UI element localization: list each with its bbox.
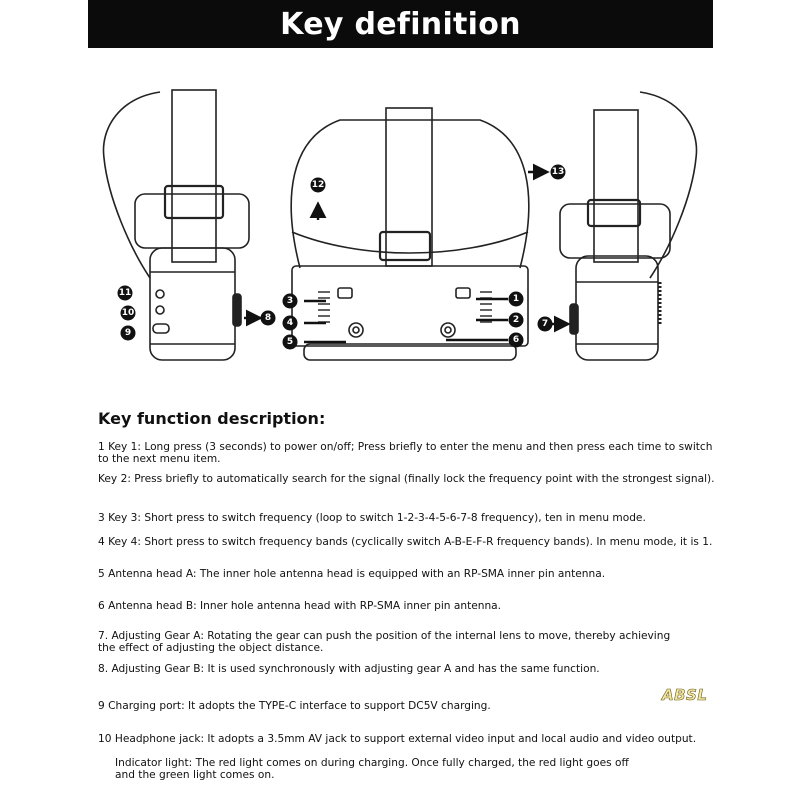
- svg-text:9: 9: [124, 328, 132, 338]
- callout-badge-10: [121, 306, 136, 321]
- callout-badge-2: [509, 313, 524, 328]
- callout-badge-9: [121, 326, 136, 341]
- callout-badge-8: [261, 311, 276, 326]
- callout-badge-13: [551, 165, 566, 180]
- svg-text:3: 3: [286, 296, 294, 306]
- svg-text:6: 6: [512, 335, 520, 345]
- desc-indicator-light: Indicator light: The red light comes on during charging. Once fully charged, the red light goes off and the green light comes on.: [115, 757, 629, 781]
- callout-badge-4: [283, 316, 298, 331]
- svg-text:4: 4: [286, 318, 294, 328]
- desc-gear-b: 8. Adjusting Gear B: It is used synchronously with adjusting gear A and has the same function.: [98, 663, 600, 675]
- svg-text:12: 12: [311, 180, 325, 190]
- front-view: [291, 108, 529, 360]
- desc-charging-port: 9 Charging port: It adopts the TYPE-C interface to support DC5V charging.: [98, 700, 491, 712]
- svg-text:8: 8: [264, 313, 272, 323]
- desc-antenna-b: 6 Antenna head B: Inner hole antenna head with RP-SMA inner pin antenna.: [98, 600, 502, 612]
- svg-text:2: 2: [512, 315, 520, 325]
- goggles-diagram: [0, 48, 800, 388]
- desc-key-1: 1 Key 1: Long press (3 seconds) to power on/off; Press briefly to enter the menu and then press each time to switch to the next menu item.: [98, 441, 713, 465]
- page-title: Key definition: [280, 6, 521, 42]
- svg-text:10: 10: [121, 308, 135, 318]
- callout-badge-1: [509, 292, 524, 307]
- title-banner: [88, 0, 713, 48]
- svg-text:11: 11: [118, 288, 132, 298]
- watermark-logo: ABSL: [662, 686, 708, 704]
- desc-key-3: 3 Key 3: Short press to switch frequency (loop to switch 1-2-3-4-5-6-7-8 frequency), ten in menu mode.: [98, 512, 646, 524]
- svg-text:1: 1: [512, 294, 520, 304]
- callout-badge-6: [509, 333, 524, 348]
- desc-headphone-jack: 10 Headphone jack: It adopts a 3.5mm AV jack to support external video input and local audio and video output.: [98, 733, 697, 745]
- callout-badge-5: [283, 335, 298, 350]
- right-side-view: [560, 92, 697, 360]
- svg-text:7: 7: [541, 319, 549, 329]
- svg-text:13: 13: [551, 167, 565, 177]
- desc-key-2: Key 2: Press briefly to automatically search for the signal (finally lock the frequency point with the strongest signal).: [98, 473, 715, 485]
- callout-badge-11: [118, 286, 133, 301]
- callout-badge-12: [311, 178, 326, 193]
- section-heading: Key function description:: [98, 409, 326, 428]
- desc-antenna-a: 5 Antenna head A: The inner hole antenna head is equipped with an RP-SMA inner pin antenna.: [98, 568, 606, 580]
- callout-badge-3: [283, 294, 298, 309]
- desc-gear-a: 7. Adjusting Gear A: Rotating the gear can push the position of the internal lens to move, thereby achieving the effect of adjusting the object distance.: [98, 630, 671, 654]
- desc-key-4: 4 Key 4: Short press to switch frequency bands (cyclically switch A-B-E-F-R frequency bands). In menu mode, it is 1.: [98, 536, 713, 548]
- svg-text:5: 5: [286, 337, 294, 347]
- callout-badge-7: [538, 317, 553, 332]
